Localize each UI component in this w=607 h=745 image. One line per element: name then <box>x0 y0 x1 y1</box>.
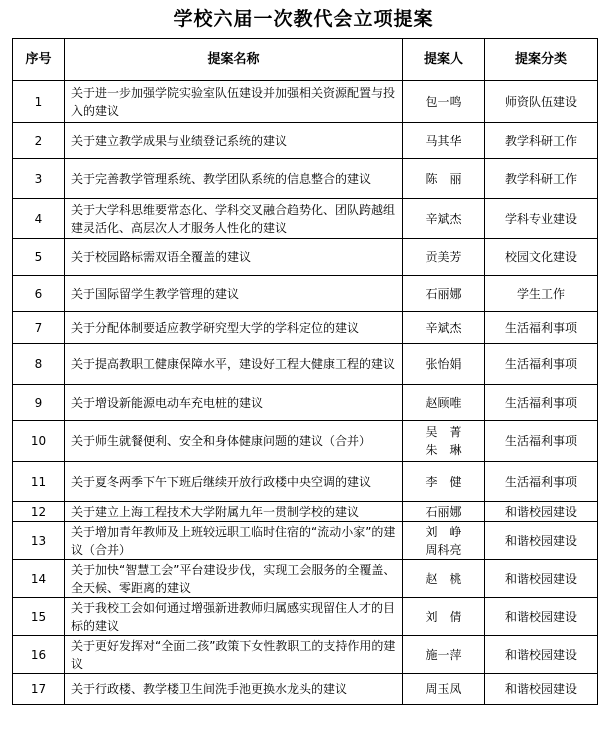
proposer-name: 石丽娜 <box>425 504 462 519</box>
proposer-name: 石丽娜 <box>425 286 462 301</box>
proposal-category: 和谐校园建设 <box>485 502 598 522</box>
row-number: 3 <box>13 159 65 199</box>
proposal-name: 关于增设新能源电动车充电桩的建议 <box>65 385 403 421</box>
row-number: 12 <box>13 502 65 522</box>
proposer-name: 辛斌杰 <box>425 320 462 335</box>
table-row <box>13 598 598 636</box>
proposer-cell <box>403 421 485 462</box>
proposer-cell <box>403 312 485 344</box>
row-number: 14 <box>13 560 65 598</box>
row-number: 9 <box>13 385 65 421</box>
proposer-cell <box>403 123 485 159</box>
proposal-category: 师资队伍建设 <box>485 81 598 123</box>
proposal-name: 关于国际留学生教学管理的建议 <box>65 276 403 312</box>
proposal-category: 生活福利事项 <box>485 385 598 421</box>
proposal-category: 和谐校园建设 <box>485 674 598 705</box>
row-number: 2 <box>13 123 65 159</box>
table-row <box>13 421 598 462</box>
header-number: 序号 <box>13 39 65 81</box>
proposal-name: 关于夏冬两季下午下班后继续开放行政楼中央空调的建议 <box>65 462 403 502</box>
proposal-name: 关于分配体制要适应教学研究型大学的学科定位的建议 <box>65 312 403 344</box>
proposer-name: 包一鸣 <box>425 94 462 109</box>
proposer-cell <box>403 159 485 199</box>
proposal-name: 关于校园路标需双语全覆盖的建议 <box>65 239 403 276</box>
proposer-name: 周玉凤 <box>425 682 462 696</box>
row-number: 13 <box>13 522 65 560</box>
row-number: 11 <box>13 462 65 502</box>
table-row <box>13 123 598 159</box>
proposer-cell <box>403 502 485 522</box>
proposer-name: 刘 峥 <box>425 524 462 539</box>
proposal-category: 生活福利事项 <box>485 421 598 462</box>
proposal-name: 关于更好发挥对“全面二孩”政策下女性教职工的支持作用的建议 <box>65 636 403 674</box>
table-body <box>13 81 598 705</box>
table-row <box>13 344 598 385</box>
row-number: 15 <box>13 598 65 636</box>
proposer-cell <box>403 462 485 502</box>
proposer-cell <box>403 344 485 385</box>
table-row <box>13 81 598 123</box>
proposal-table <box>12 38 598 705</box>
row-number: 6 <box>13 276 65 312</box>
table-row <box>13 312 598 344</box>
proposal-name: 关于建立上海工程技术大学附属九年一贯制学校的建议 <box>65 502 403 522</box>
proposer-cell <box>403 81 485 123</box>
table-row <box>13 239 598 276</box>
proposer-cell <box>403 385 485 421</box>
proposer-cell <box>403 674 485 705</box>
proposer-name: 陈 丽 <box>425 171 462 186</box>
table-row <box>13 560 598 598</box>
proposer-cell <box>403 636 485 674</box>
proposer-name: 辛斌杰 <box>425 211 462 226</box>
proposer-cell <box>403 239 485 276</box>
proposal-category: 校园文化建设 <box>485 239 598 276</box>
proposer-name: 李 健 <box>425 474 462 489</box>
proposer-name: 赵 桃 <box>425 571 462 586</box>
row-number: 10 <box>13 421 65 462</box>
proposal-name: 关于我校工会如何通过增强新进教师归属感实现留住人才的目标的建议 <box>65 598 403 636</box>
proposal-name: 关于完善教学管理系统、教学团队系统的信息整合的建议 <box>65 159 403 199</box>
table-row <box>13 636 598 674</box>
proposal-category: 学生工作 <box>485 276 598 312</box>
proposal-name: 关于加快“智慧工会”平台建设步伐，实现工会服务的全覆盖、全天候、零距离的建议 <box>65 560 403 598</box>
proposal-name: 关于行政楼、教学楼卫生间洗手池更换水龙头的建议 <box>65 674 403 705</box>
header-proposer: 提案人 <box>403 39 485 81</box>
row-number: 1 <box>13 81 65 123</box>
proposal-category: 生活福利事项 <box>485 344 598 385</box>
proposer-cell <box>403 199 485 239</box>
proposal-name: 关于进一步加强学院实验室队伍建设并加强相关资源配置与投入的建议 <box>65 81 403 123</box>
proposer-cell <box>403 276 485 312</box>
table-row <box>13 522 598 560</box>
table-row <box>13 502 598 522</box>
header-category: 提案分类 <box>485 39 598 81</box>
proposal-category: 教学科研工作 <box>485 159 598 199</box>
proposer-name: 赵顾唯 <box>425 395 462 410</box>
proposer-name: 朱 琳 <box>425 443 462 457</box>
proposal-category: 生活福利事项 <box>485 462 598 502</box>
row-number: 17 <box>13 674 65 705</box>
row-number: 16 <box>13 636 65 674</box>
proposal-name: 关于建立教学成果与业绩登记系统的建议 <box>65 123 403 159</box>
proposal-name: 关于增加青年教师及上班较远职工临时住宿的“流动小家”的建议（合并） <box>65 522 403 560</box>
proposal-category: 和谐校园建设 <box>485 522 598 560</box>
proposer-name: 张怡娟 <box>425 357 462 371</box>
proposer-cell <box>403 522 485 560</box>
proposer-name: 吴 菁 <box>425 425 462 439</box>
proposer-cell <box>403 598 485 636</box>
proposal-name: 关于大学科思维要常态化、学科交叉融合趋势化、团队跨越组建灵活化、高层次人才服务人性化的建议 <box>65 199 403 239</box>
table-header-row <box>13 39 598 81</box>
proposer-name: 马其华 <box>425 133 462 148</box>
proposer-cell <box>403 560 485 598</box>
proposal-name: 关于提高教职工健康保障水平，建设好工程大健康工程的建议 <box>65 344 403 385</box>
proposal-category: 和谐校园建设 <box>485 560 598 598</box>
proposer-name: 周科亮 <box>425 542 462 557</box>
row-number: 4 <box>13 199 65 239</box>
proposal-category: 和谐校园建设 <box>485 636 598 674</box>
proposal-category: 生活福利事项 <box>485 312 598 344</box>
table-row <box>13 462 598 502</box>
row-number: 7 <box>13 312 65 344</box>
row-number: 5 <box>13 239 65 276</box>
proposer-name: 刘 倩 <box>425 609 462 624</box>
table-row <box>13 674 598 705</box>
row-number: 8 <box>13 344 65 385</box>
table-row <box>13 159 598 199</box>
document-title: 学校六届一次教代会立项提案 <box>173 8 434 30</box>
header-proposal-name: 提案名称 <box>65 39 403 81</box>
proposal-category: 学科专业建设 <box>485 199 598 239</box>
table-row <box>13 199 598 239</box>
proposer-name: 施一萍 <box>425 647 462 662</box>
table-row <box>13 276 598 312</box>
proposal-category: 和谐校园建设 <box>485 598 598 636</box>
proposer-name: 贡美芳 <box>425 250 462 264</box>
table-row <box>13 385 598 421</box>
proposal-category: 教学科研工作 <box>485 123 598 159</box>
proposal-name: 关于师生就餐便利、安全和身体健康问题的建议（合并） <box>65 421 403 462</box>
